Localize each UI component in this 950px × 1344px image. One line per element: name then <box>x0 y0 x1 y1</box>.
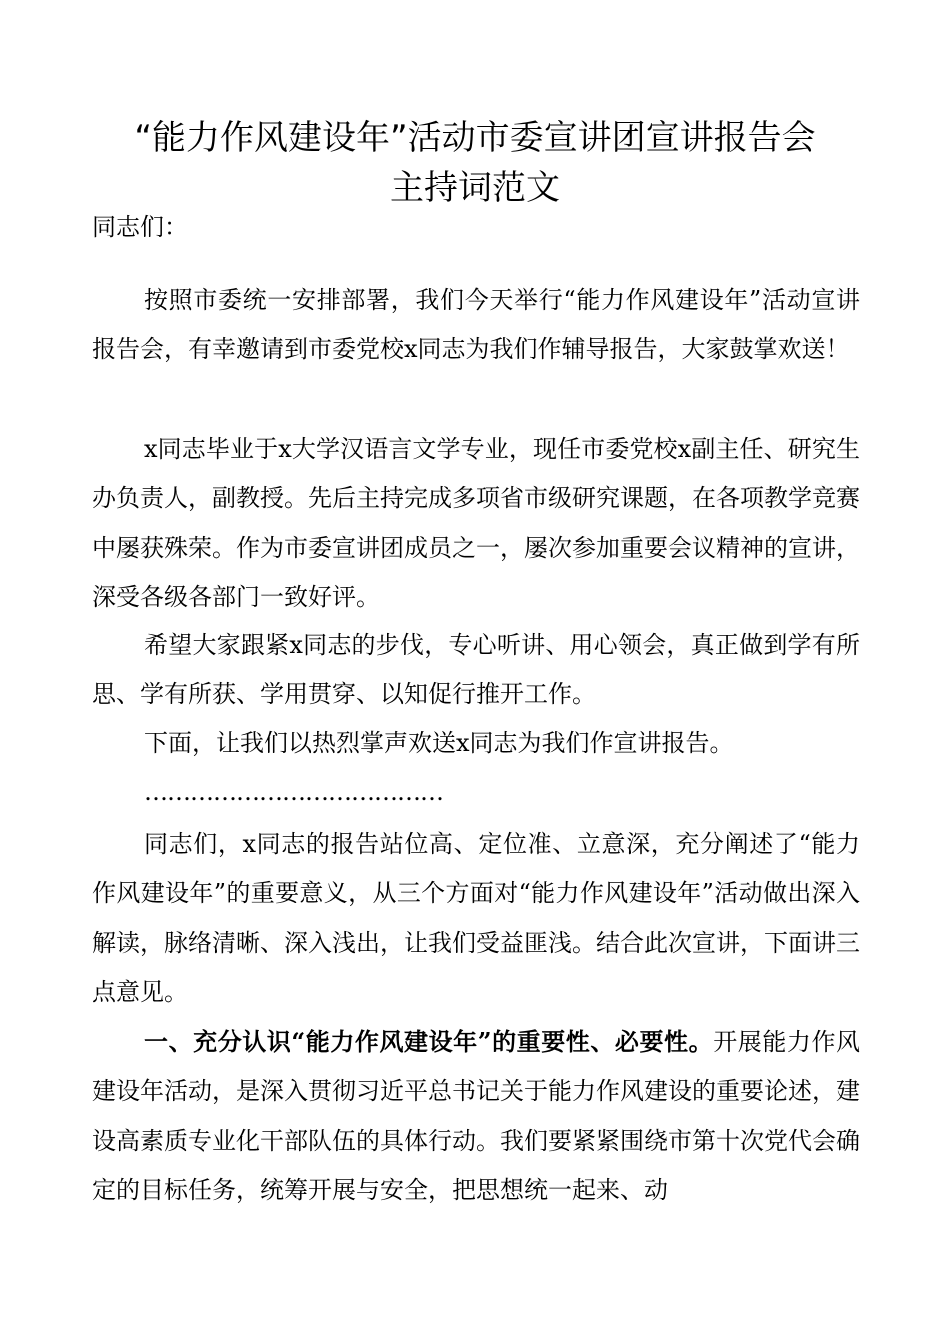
paragraph-welcome: 下面，让我们以热烈掌声欢送x同志为我们作宣讲报告。 <box>144 729 734 757</box>
section-1-heading: 一、充分认识“能力作风建设年”的重要性、必要性。 <box>144 1027 714 1056</box>
paragraph-hope: 希望大家跟紧x同志的步伐，专心听讲、用心领会，真正做到学有所思、学有所获、学用贯穿、以知促行推开工作。 <box>92 631 860 709</box>
document-title-line-1: “能力作风建设年”活动市委宣讲团宣讲报告会 <box>134 118 816 158</box>
document-title-line-2: 主持词范文 <box>390 168 560 208</box>
ellipsis-separator: ………………………………… <box>144 778 443 806</box>
salutation: 同志们： <box>92 213 188 241</box>
paragraph-closing-remarks: 同志们，x同志的报告站位高、定位准、立意深，充分阐述了“能力作风建设年”的重要意义，从三个方面对“能力作风建设年”活动做出深入解读，脉络清晰、深入浅出，让我们受益匪浅。结合此次宣讲，下面讲三点意见。 <box>92 830 860 1006</box>
section-1-body: 开展能力作风建设年活动，是深入贯彻习近平总书记关于能力作风建设的重要论述，建设高素质专业化干部队伍的具体行动。我们要紧紧围绕市第十次党代会确定的目标任务，统筹开展与安全，把思想统一起来、动 <box>92 1028 861 1204</box>
section-1 <box>92 1017 860 1215</box>
paragraph-arrangement: 按照市委统一安排部署，我们今天举行“能力作风建设年”活动宣讲报告会，有幸邀请到市委党校x同志为我们作辅导报告，大家鼓掌欢送！ <box>92 286 860 364</box>
paragraph-speaker-intro: x同志毕业于x大学汉语言文学专业，现任市委党校x副主任、研究生办负责人，副教授。先后主持完成多项省市级研究课题，在各项教学竞赛中屡获殊荣。作为市委宣讲团成员之一，屡次参加重要会议精神的宣讲，深受各级各部门一致好评。 <box>92 435 860 611</box>
